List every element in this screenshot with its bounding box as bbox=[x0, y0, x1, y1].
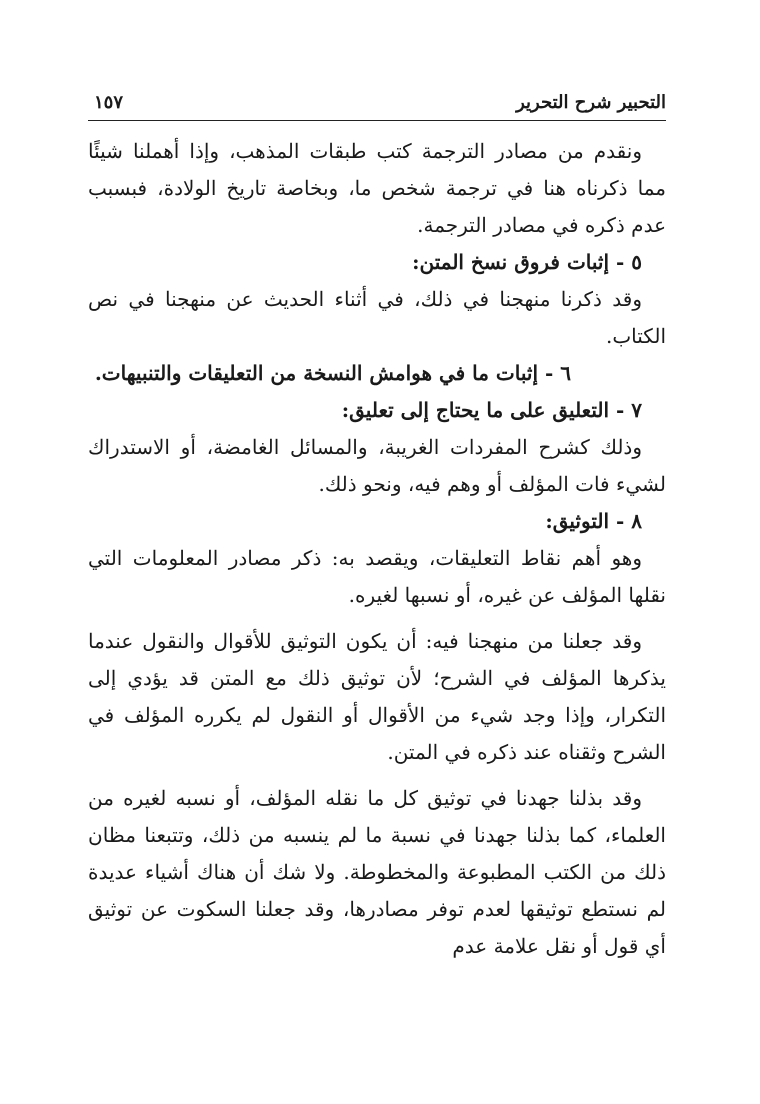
heading-documentation: ٨ - التوثيق: bbox=[545, 509, 642, 533]
page-body bbox=[88, 133, 666, 965]
paragraph-manuscript-method: وقد ذكرنا منهجنا في ذلك، في أثناء الحديث عن منهجنا في نص الكتاب. bbox=[88, 287, 666, 348]
page-number: ١٥٧ bbox=[94, 92, 124, 113]
paragraph-documentation-effort: وقد بذلنا جهدنا في توثيق كل ما نقله المؤلف، أو نسبه لغيره من العلماء، كما بذلنا جهدنا في نسبة ما لم ينسبه من ذلك، وتتبعنا مظان ذلك من الكتب المطبوعة والمخطوطة. ولا شك أن هناك أشياء عديدة لم نستطع توثيقها لعدم توفر مصادرها، وقد جعلنا السكوت عن توثيق أي قول أو نقل علامة عدم bbox=[88, 786, 666, 958]
paragraph-commentary: وذلك كشرح المفردات الغريبة، والمسائل الغامضة، أو الاستدراك لشيء فات المؤلف أو وهم فيه، ونحو ذلك. bbox=[88, 435, 666, 496]
book-title: التحبير شرح التحرير bbox=[516, 92, 666, 113]
paragraph-translation-sources: ونقدم من مصادر الترجمة كتب طبقات المذهب، وإذا أهملنا شيئًا مما ذكرناه هنا في ترجمة شخص ما، وبخاصة تاريخ الولادة، فبسبب عدم ذكره في مصادر الترجمة. bbox=[88, 139, 666, 237]
paragraph-documentation-method: وقد جعلنا من منهجنا فيه: أن يكون التوثيق للأقوال والنقول عندما يذكرها المؤلف في الشرح؛ لأن توثيق ذلك مع المتن قد يؤدي إلى التكرار، وإذا وجد شيء من الأقوال أو النقول لم يكرره المؤلف في الشرح وثقناه عند ذكره في المتن. bbox=[88, 629, 666, 764]
heading-manuscript-differences: ٥ - إثبات فروق نسخ المتن: bbox=[412, 250, 642, 274]
heading-commentary: ٧ - التعليق على ما يحتاج إلى تعليق: bbox=[341, 398, 642, 422]
heading-margin-notes: ٦ - إثبات ما في هوامش النسخة من التعليقات والتنبيهات. bbox=[94, 361, 571, 385]
book-page bbox=[88, 92, 666, 965]
paragraph-documentation: وهو أهم نقاط التعليقات، ويقصد به: ذكر مصادر المعلومات التي نقلها المؤلف عن غيره، أو نسبها لغيره. bbox=[88, 546, 666, 607]
running-header bbox=[88, 92, 666, 121]
